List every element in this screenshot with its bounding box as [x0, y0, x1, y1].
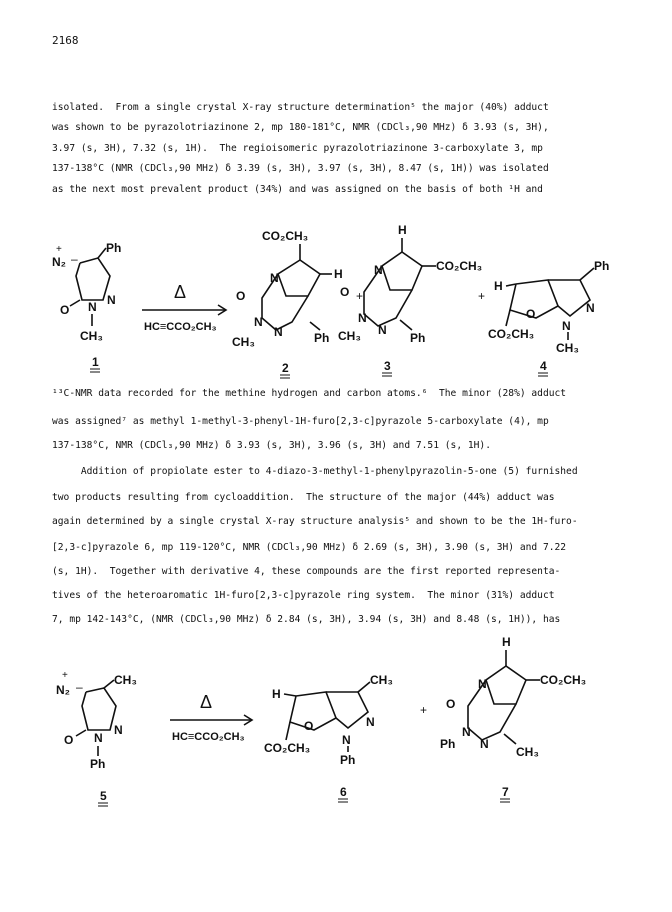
svg-text:N: N: [254, 315, 263, 329]
svg-text:O: O: [304, 719, 314, 733]
page-number: 2168: [52, 34, 79, 47]
svg-text:N: N: [107, 293, 116, 307]
text-line: 137-138°C, NMR (CDCl₃,90 MHz) δ 3.93 (s, 3H), 3.96 (s, 3H) and 7.51 (s, 1H).: [52, 440, 491, 451]
reaction-scheme-2: [0, 636, 672, 816]
svg-text:Ph: Ph: [340, 753, 356, 767]
text-line: again determined by a single crystal X-ray structure analysis⁵ and shown to be the 1H-furo-: [52, 516, 578, 527]
text-line: two products resulting from cycloaddition. The structure of the major (44%) adduct was: [52, 492, 555, 503]
svg-text:N: N: [88, 300, 97, 314]
svg-text:H: H: [272, 687, 281, 701]
svg-text:HC≡CCO₂CH₃: HC≡CCO₂CH₃: [144, 321, 217, 333]
svg-text:Δ: Δ: [174, 282, 187, 302]
compound-5-structure: [56, 670, 137, 771]
svg-text:–: –: [76, 680, 83, 694]
svg-text:CH₃: CH₃: [80, 329, 103, 343]
svg-text:6: 6: [340, 785, 347, 799]
svg-text:N: N: [270, 271, 279, 285]
svg-text:CH₃: CH₃: [338, 329, 361, 343]
svg-text:O: O: [60, 303, 70, 317]
compound-3-structure: [338, 223, 482, 345]
svg-text:+: +: [56, 244, 62, 255]
svg-text:Ph: Ph: [106, 241, 122, 255]
text-line: [2,3-c]pyrazole 6, mp 119-120°C, NMR (CDCl₃,90 MHz) δ 2.69 (s, 3H), 3.90 (s, 3H) and 7.22: [52, 542, 567, 553]
svg-text:+: +: [356, 289, 364, 303]
svg-text:Ph: Ph: [594, 259, 610, 273]
compound-6-structure: [264, 673, 393, 767]
svg-text:H: H: [334, 267, 343, 281]
svg-text:CH₃: CH₃: [232, 335, 255, 349]
svg-text:+: +: [62, 670, 68, 681]
compound-2-structure: [232, 229, 343, 349]
svg-text:N: N: [586, 301, 595, 315]
svg-text:CO₂CH₃: CO₂CH₃: [264, 741, 311, 755]
svg-text:CO₂CH₃: CO₂CH₃: [540, 673, 587, 687]
compound-4-structure: [488, 259, 609, 355]
svg-text:Ph: Ph: [410, 331, 426, 345]
svg-text:N₂: N₂: [56, 683, 70, 697]
text-line: tives of the heteroaromatic 1H-furo[2,3-c]pyrazole ring system. The minor (31%) adduct: [52, 590, 555, 601]
text-line: 7, mp 142-143°C, (NMR (CDCl₃,90 MHz) δ 2.84 (s, 3H), 3.94 (s, 3H) and 8.48 (s, 1H)), has: [52, 614, 561, 625]
svg-text:O: O: [236, 289, 246, 303]
text-line: Addition of propiolate ester to 4-diazo-3-methyl-1-phenylpyrazolin-5-one (5) furnished: [52, 466, 578, 477]
svg-text:Ph: Ph: [314, 331, 330, 345]
svg-text:N: N: [378, 323, 387, 337]
svg-text:N: N: [480, 737, 489, 751]
svg-text:3: 3: [384, 359, 391, 373]
svg-text:N: N: [478, 677, 487, 691]
svg-text:N: N: [374, 263, 383, 277]
svg-text:CO₂CH₃: CO₂CH₃: [262, 229, 309, 243]
svg-text:N: N: [114, 723, 123, 737]
text-line: ¹³C-NMR data recorded for the methine hydrogen and carbon atoms.⁶ The minor (28%) adduct: [52, 388, 567, 399]
svg-text:H: H: [502, 636, 511, 649]
svg-text:CH₃: CH₃: [556, 341, 579, 355]
svg-text:N: N: [358, 311, 367, 325]
svg-text:N: N: [562, 319, 571, 333]
svg-text:N: N: [274, 325, 283, 339]
svg-text:+: +: [420, 703, 428, 717]
text-line: 3.97 (s, 3H), 7.32 (s, 1H). The regioisomeric pyrazolotriazinone 3-carboxylate 3, mp: [52, 143, 543, 154]
svg-text:Ph: Ph: [90, 757, 106, 771]
reaction-scheme-1: [0, 218, 672, 390]
svg-text:O: O: [526, 307, 536, 321]
svg-text:HC≡CCO₂CH₃: HC≡CCO₂CH₃: [172, 731, 245, 743]
svg-text:5: 5: [100, 789, 107, 803]
text-line: 137-138°C (NMR (CDCl₃,90 MHz) δ 3.39 (s, 3H), 3.97 (s, 3H), 8.47 (s, 1H)) was isolated: [52, 163, 549, 174]
svg-text:7: 7: [502, 785, 509, 799]
svg-text:O: O: [340, 285, 350, 299]
text-line: (s, 1H). Together with derivative 4, these compounds are the first reported representa-: [52, 566, 561, 577]
svg-text:Δ: Δ: [200, 692, 213, 712]
compound-7-structure: [440, 636, 586, 759]
svg-text:H: H: [494, 279, 503, 293]
svg-text:N₂: N₂: [52, 255, 66, 269]
svg-text:N: N: [462, 725, 471, 739]
svg-text:O: O: [446, 697, 456, 711]
svg-text:CH₃: CH₃: [370, 673, 393, 687]
svg-text:Ph: Ph: [440, 737, 456, 751]
text-line: isolated. From a single crystal X-ray structure determination⁵ the major (40%) adduct: [52, 102, 549, 113]
svg-text:2: 2: [282, 361, 289, 375]
svg-text:4: 4: [540, 359, 547, 373]
compound-1-structure: [52, 241, 121, 343]
svg-text:CO₂CH₃: CO₂CH₃: [436, 259, 483, 273]
text-line: was shown to be pyrazolotriazinone 2, mp 180-181°C, NMR (CDCl₃,90 MHz) δ 3.93 (s, 3H),: [52, 122, 549, 133]
svg-text:CH₃: CH₃: [516, 745, 539, 759]
text-line: as the next most prevalent product (34%) and was assigned on the basis of both ¹H and: [52, 184, 543, 195]
svg-text:H: H: [398, 223, 407, 237]
svg-text:O: O: [64, 733, 74, 747]
svg-text:–: –: [71, 252, 78, 266]
svg-text:+: +: [478, 289, 486, 303]
compound-number: 1: [92, 355, 99, 369]
svg-text:N: N: [342, 733, 351, 747]
svg-text:CH₃: CH₃: [114, 673, 137, 687]
svg-text:N: N: [366, 715, 375, 729]
text-line: was assigned⁷ as methyl 1-methyl-3-phenyl-1H-furo[2,3-c]pyrazole 5-carboxylate (4), mp: [52, 416, 549, 427]
svg-text:N: N: [94, 731, 103, 745]
svg-text:CO₂CH₃: CO₂CH₃: [488, 327, 535, 341]
